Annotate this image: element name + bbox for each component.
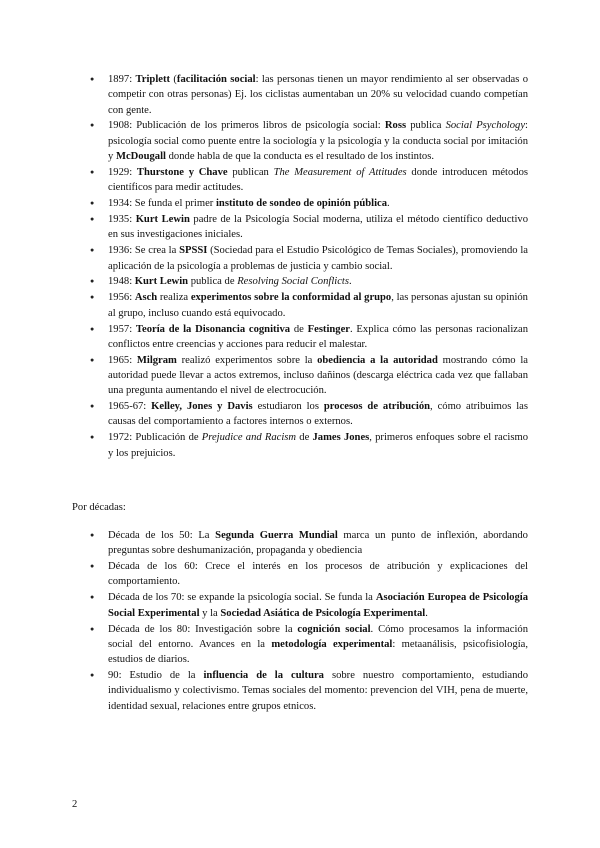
section-heading: Por décadas: (72, 502, 126, 513)
italic-text: Social Psychology (445, 120, 526, 132)
bold-text: obediencia a la autoridad (317, 354, 438, 366)
bold-text: Kurt Lewin (134, 276, 189, 288)
timeline-entry (108, 212, 528, 243)
body-text: publica de (188, 276, 238, 288)
body-text: marca un punto de inflexión, abordando preguntas sobre deshumanización, propaganda y obediencia (108, 530, 528, 557)
body-text: : psicología social como puente entre la sociología y la psicología y la conducta social por imitación y (108, 120, 528, 163)
bold-text: Milgram (136, 354, 177, 366)
timeline-entry (108, 430, 528, 461)
bold-text: Asch (134, 292, 158, 304)
bold-text: Asociación Europea de Psicología Social Experimental (108, 592, 529, 619)
decade-entry (108, 559, 528, 590)
timeline-entry (108, 290, 528, 321)
body-text: . (349, 276, 352, 288)
body-text: y la (199, 607, 221, 619)
bold-text: experimentos sobre la conformidad al grupo (190, 292, 392, 304)
body-text: sobre nuestro comportamiento, estudiando individualismo y colectivismo. Temas sociales del momento: prevencion del VIH, pena de muerte, identidad sexual, relaciones entre grupos etnicos. (108, 670, 529, 712)
bold-text: Teoría de la Disonancia cognitiva (135, 323, 291, 335)
body-text: . Explica cómo las personas racionalizan conflictos entre creencias y acciones para reducir el malestar. (108, 323, 528, 350)
body-text: 1935: (108, 214, 136, 226)
timeline-entry (108, 72, 528, 118)
body-text: 1957: (108, 323, 136, 335)
body-text: publica (406, 120, 446, 132)
bold-text: metodología experimental (271, 638, 393, 650)
bold-text: Segunda Guerra Mundial (215, 530, 338, 541)
italic-text: Prejudice and Racism (201, 432, 297, 444)
bold-text: Ross (384, 120, 407, 132)
decade-entry (108, 528, 528, 559)
body-text: 1897: (108, 74, 136, 85)
body-text: (Sociedad para el Estudio Psicológico de Temas Sociales), promoviendo la aplicación de la psicología a problemas de justicia y cambio social. (108, 245, 528, 272)
body-text: mostrando cómo la autoridad puede llevar a actos extremos, incluso dañinos (descarga eléctrica cada vez que fallaban una pregunta aumentando el nivel de electrocución. (108, 354, 528, 397)
body-text: Década de los 50: La (108, 530, 216, 541)
bold-text: McDougall (115, 151, 166, 163)
body-text: estudiaron los (252, 401, 324, 413)
timeline-entry (108, 165, 528, 196)
decade-entry (108, 668, 528, 714)
bold-text: Thurstone y Chave (136, 166, 228, 178)
body-text: : metaanálisis, psicofisiología, estudios de diarios. (108, 638, 528, 666)
bold-text: instituto de sondeo de opinión pública (215, 198, 388, 210)
bold-text: Sociedad Asiática de Psicología Experimental (220, 607, 426, 619)
bold-text: Triplett (135, 74, 171, 85)
body-text: ( (170, 74, 177, 85)
timeline-entry (108, 118, 528, 164)
timeline-entry (108, 274, 528, 289)
page-number: 2 (72, 799, 78, 810)
body-text: Década de los 70: se expande la psicología social. Se funda la (108, 592, 376, 604)
body-text: realiza (157, 292, 191, 304)
body-text: : las personas tienen un mayor rendimiento al ser observadas o competir con otras personas) Ej. los ciclistas aumentaban un 20% su velocidad cuando competían con gente. (108, 74, 529, 116)
body-text: donde introducen métodos científicos para medir actitudes. (108, 166, 528, 194)
bold-text: cognición social (297, 623, 371, 635)
timeline-entry (108, 322, 528, 353)
body-text: 1934: Se funda el primer (108, 198, 216, 210)
body-text: de (290, 323, 308, 335)
decade-entry (108, 590, 528, 621)
body-text: , primeros enfoques sobre el racismo y los prejuicios. (108, 432, 528, 459)
body-text: 1965: (108, 354, 137, 366)
body-text: 1936: Se crea la (108, 245, 180, 257)
decades-list (108, 528, 528, 715)
bold-text: influencia de la cultura (203, 670, 324, 682)
body-text: de (296, 432, 313, 444)
timeline-list (108, 72, 528, 462)
body-text: Década de los 60: Crece el interés en los procesos de atribución y explicaciones del comportamiento. (108, 561, 528, 588)
bold-text: facilitación social (176, 74, 256, 85)
decade-entry (108, 622, 528, 668)
timeline-entry (108, 353, 528, 399)
italic-text: The Measurement of Attitudes (273, 166, 407, 178)
italic-text: Resolving Social Conflicts (237, 276, 349, 288)
body-text: , las personas ajustan su opinión al grupo, incluso cuando está equivocado. (108, 292, 528, 319)
body-text: , cómo atribuimos las causas del comportamiento a factores internos o externos. (108, 401, 528, 428)
body-text: 1929: (108, 166, 137, 178)
body-text: . Cómo procesamos la información social del entorno. Avances en la (108, 623, 528, 650)
bold-text: Festinger (307, 323, 351, 335)
body-text: 1908: Publicación de los primeros libros de psicología social: (108, 120, 385, 132)
body-text: realizó experimentos sobre la (176, 354, 318, 366)
body-text: padre de la Psicología Social moderna, utiliza el método científico deductivo en sus investigaciones iniciales. (108, 214, 529, 241)
body-text: publican (227, 166, 274, 178)
body-text: 1948: (108, 276, 135, 288)
bold-text: procesos de atribución (323, 401, 431, 413)
body-text: 1956: (108, 292, 135, 304)
bold-text: SPSSI (179, 245, 208, 257)
timeline-entry (108, 196, 528, 211)
body-text: donde habla de que la conducta es el resultado de los instintos. (165, 151, 434, 163)
timeline-entry (108, 243, 528, 274)
bold-text: James Jones (312, 432, 370, 444)
bold-text: Kurt Lewin (135, 214, 190, 226)
body-text: 1972: Publicación de (108, 432, 202, 444)
body-text: 1965-67: (108, 401, 152, 413)
body-text: Década de los 80: Investigación sobre la (108, 623, 298, 635)
body-text: 90: Estudio de la (108, 670, 204, 682)
body-text: . (387, 198, 390, 210)
bold-text: Kelley, Jones y Davis (151, 401, 253, 413)
timeline-entry (108, 399, 528, 430)
body-text: . (425, 607, 428, 619)
